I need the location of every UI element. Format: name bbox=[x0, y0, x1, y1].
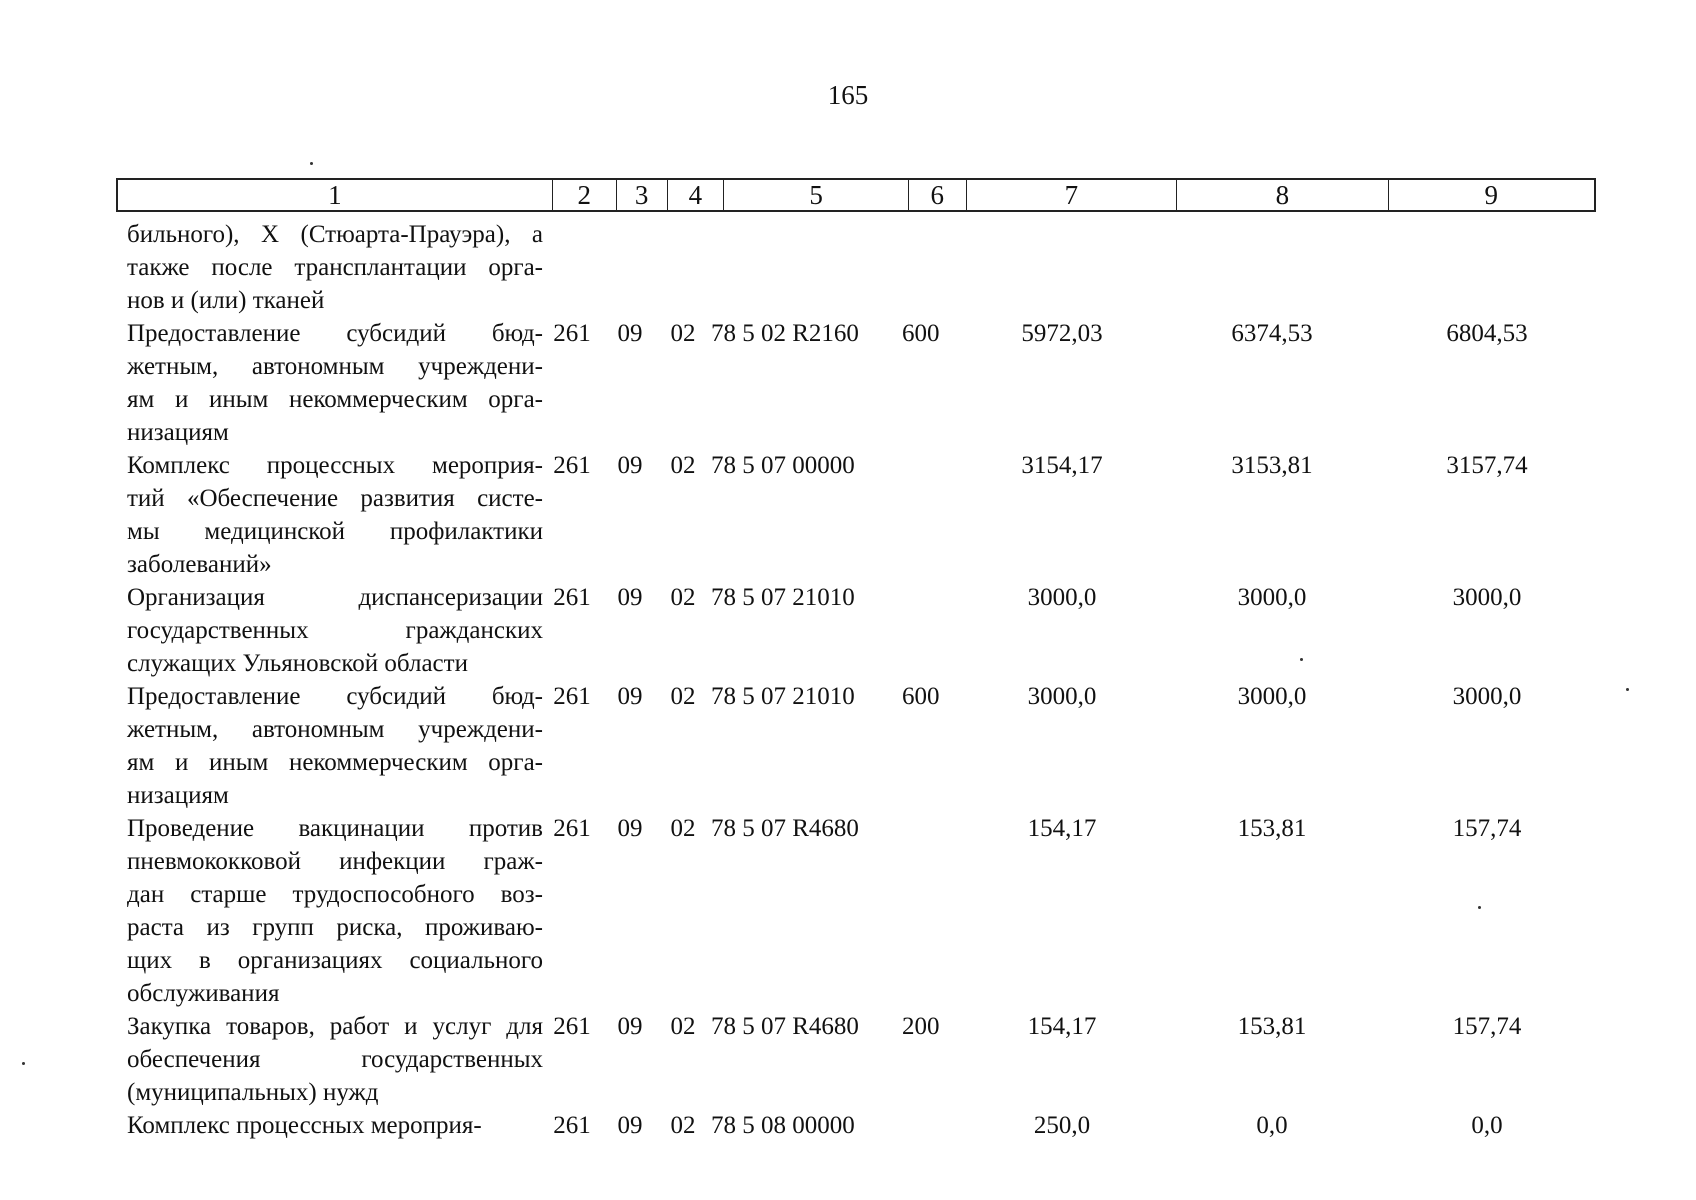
row-cell-c7: 154,17 bbox=[1027, 815, 1097, 842]
row-cell-c5: 78 5 08 00000 bbox=[711, 1112, 855, 1139]
header-cell-1: 1 bbox=[118, 180, 553, 210]
row-name-line: Закупка товаров, работ и услуг для bbox=[127, 1013, 543, 1040]
table-row bbox=[127, 680, 1596, 812]
row-cell-c8: 3000,0 bbox=[1237, 584, 1307, 611]
row-cell-c3: 09 bbox=[617, 1013, 643, 1040]
row-cell-c2: 261 bbox=[553, 452, 591, 479]
header-cell-4: 4 bbox=[668, 180, 725, 210]
row-cell-c9: 157,74 bbox=[1452, 815, 1522, 842]
row-cell-c4: 02 bbox=[670, 1013, 696, 1040]
row-name-line: тий «Обеспечение развития систе- bbox=[127, 485, 543, 512]
table-row bbox=[127, 317, 1596, 449]
row-cell-c9: 157,74 bbox=[1452, 1013, 1522, 1040]
table-row bbox=[127, 218, 1596, 317]
row-cell-c8: 153,81 bbox=[1237, 1013, 1307, 1040]
row-name-line: обслуживания bbox=[127, 980, 280, 1007]
row-name-line: Организация диспансеризации bbox=[127, 584, 543, 611]
row-name-line: заболеваний» bbox=[127, 551, 272, 578]
row-name-cell bbox=[127, 1010, 543, 1109]
row-cell-c7: 250,0 bbox=[1033, 1112, 1091, 1139]
table-row bbox=[127, 1010, 1596, 1109]
row-cell-c9: 3157,74 bbox=[1446, 452, 1528, 479]
row-cell-c2: 261 bbox=[553, 815, 591, 842]
row-cell-c6: 600 bbox=[902, 683, 940, 710]
row-cell-c8: 3000,0 bbox=[1237, 683, 1307, 710]
row-cell-c8: 0,0 bbox=[1256, 1112, 1288, 1139]
row-cell-c4: 02 bbox=[670, 1112, 696, 1139]
row-name-line: раста из групп риска, проживаю- bbox=[127, 914, 543, 941]
row-name-line: служащих Ульяновской области bbox=[127, 650, 468, 677]
table-row bbox=[127, 449, 1596, 581]
table-body bbox=[127, 218, 1596, 1142]
header-cell-6: 6 bbox=[909, 180, 967, 210]
row-cell-c2: 261 bbox=[553, 683, 591, 710]
row-name-line: нов и (или) тканей bbox=[127, 287, 325, 314]
row-cell-c5: 78 5 02 R2160 bbox=[711, 320, 859, 347]
row-cell-c7: 3000,0 bbox=[1027, 683, 1097, 710]
row-cell-c7: 154,17 bbox=[1027, 1013, 1097, 1040]
row-cell-c9: 3000,0 bbox=[1452, 683, 1522, 710]
row-cell-c3: 09 bbox=[617, 815, 643, 842]
row-cell-c4: 02 bbox=[670, 815, 696, 842]
scan-speck bbox=[1626, 688, 1629, 691]
row-cell-c7: 5972,03 bbox=[1021, 320, 1103, 347]
row-name-line: Комплекс процессных мероприя- bbox=[127, 452, 543, 479]
header-cell-8: 8 bbox=[1177, 180, 1388, 210]
row-name-line: ям и иным некоммерческим орга- bbox=[127, 749, 543, 776]
row-cell-c9: 3000,0 bbox=[1452, 584, 1522, 611]
row-cell-c7: 3000,0 bbox=[1027, 584, 1097, 611]
header-cell-9: 9 bbox=[1484, 180, 1498, 210]
row-cell-c4: 02 bbox=[670, 683, 696, 710]
row-cell-c2: 261 bbox=[553, 1013, 591, 1040]
scan-speck bbox=[22, 1062, 25, 1065]
row-cell-c5: 78 5 07 00000 bbox=[711, 452, 855, 479]
row-name-line: низациям bbox=[127, 419, 229, 446]
row-name-line: Комплекс процессных мероприя- bbox=[127, 1112, 482, 1139]
row-cell-c9: 0,0 bbox=[1471, 1112, 1503, 1139]
scan-speck bbox=[310, 162, 313, 165]
row-name-line: Предоставление субсидий бюд- bbox=[127, 320, 543, 347]
row-cell-c2: 261 bbox=[553, 320, 591, 347]
row-name-line: обеспечения государственных bbox=[127, 1046, 543, 1073]
header-cell-5: 5 bbox=[724, 180, 909, 210]
row-name-cell bbox=[127, 449, 543, 581]
row-cell-c3: 09 bbox=[617, 1112, 643, 1139]
row-name-cell bbox=[127, 317, 543, 449]
row-cell-c2: 261 bbox=[553, 1112, 591, 1139]
row-cell-c4: 02 bbox=[670, 452, 696, 479]
row-name-line: дан старше трудоспособного воз- bbox=[127, 881, 543, 908]
table-row bbox=[127, 1109, 1596, 1142]
row-name-line: жетным, автономным учреждени- bbox=[127, 716, 543, 743]
row-name-line: мы медицинской профилактики bbox=[127, 518, 543, 545]
page-number: 165 bbox=[827, 80, 869, 110]
row-name-cell bbox=[127, 218, 543, 317]
row-name-cell bbox=[127, 812, 543, 1010]
row-cell-c5: 78 5 07 R4680 bbox=[711, 1013, 859, 1040]
row-cell-c3: 09 bbox=[617, 320, 643, 347]
row-cell-c4: 02 bbox=[670, 320, 696, 347]
row-name-line: пневмококковой инфекции граж- bbox=[127, 848, 543, 875]
row-cell-c2: 261 bbox=[553, 584, 591, 611]
row-name-line: низациям bbox=[127, 782, 229, 809]
row-cell-c4: 02 bbox=[670, 584, 696, 611]
row-cell-c8: 3153,81 bbox=[1231, 452, 1313, 479]
row-cell-c3: 09 bbox=[617, 683, 643, 710]
row-cell-c7: 3154,17 bbox=[1021, 452, 1103, 479]
row-name-line: (муниципальных) нужд bbox=[127, 1079, 379, 1106]
row-name-line: щих в организациях социального bbox=[127, 947, 543, 974]
row-cell-c8: 6374,53 bbox=[1231, 320, 1313, 347]
row-name-line: также после трансплантации орга- bbox=[127, 254, 543, 281]
row-cell-c9: 6804,53 bbox=[1446, 320, 1528, 347]
row-name-line: бильного), X (Стюарта-Прауэра), а bbox=[127, 221, 543, 248]
header-cell-2: 2 bbox=[553, 180, 617, 210]
table-row bbox=[127, 812, 1596, 1010]
table-row bbox=[127, 581, 1596, 680]
row-name-line: Проведение вакцинации против bbox=[127, 815, 543, 842]
row-name-line: ям и иным некоммерческим орга- bbox=[127, 386, 543, 413]
row-cell-c5: 78 5 07 R4680 bbox=[711, 815, 859, 842]
row-name-cell bbox=[127, 1109, 543, 1142]
row-name-line: Предоставление субсидий бюд- bbox=[127, 683, 543, 710]
row-name-cell bbox=[127, 581, 543, 680]
row-cell-c5: 78 5 07 21010 bbox=[711, 584, 855, 611]
header-cell-7: 7 bbox=[967, 180, 1177, 210]
table-header-row bbox=[116, 178, 1596, 212]
row-name-cell bbox=[127, 680, 543, 812]
row-cell-c6: 200 bbox=[902, 1013, 940, 1040]
header-cell-3: 3 bbox=[617, 180, 668, 210]
row-name-line: государственных гражданских bbox=[127, 617, 543, 644]
row-cell-c5: 78 5 07 21010 bbox=[711, 683, 855, 710]
row-cell-c3: 09 bbox=[617, 452, 643, 479]
row-cell-c6: 600 bbox=[902, 320, 940, 347]
row-cell-c8: 153,81 bbox=[1237, 815, 1307, 842]
row-name-line: жетным, автономным учреждени- bbox=[127, 353, 543, 380]
row-cell-c3: 09 bbox=[617, 584, 643, 611]
